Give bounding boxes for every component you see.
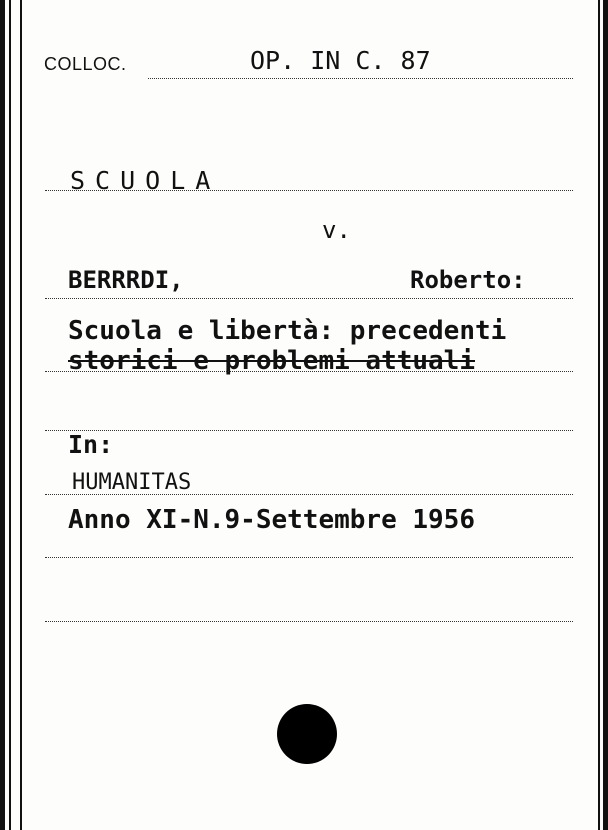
card-edge-left-inner [9,0,11,830]
rule-blank [45,430,573,431]
card-edge-right [603,0,608,830]
subject-heading: SCUOLA [70,166,221,195]
title-line-2: storici e problemi attuali [68,346,475,376]
rule-journal [45,494,573,495]
punch-hole [277,704,337,764]
rule-subject [45,190,573,191]
rule-colloc [148,78,573,79]
rule-author [45,298,573,299]
rule-issue [45,557,573,558]
shelf-mark: OP. IN C. 87 [250,46,431,75]
issue-details: Anno XI-N.9-Settembre 1956 [68,505,475,535]
title-line-1: Scuola e libertà: precedenti [68,316,507,346]
rule-title [45,371,573,372]
author-surname: BERRRDI, [68,266,184,294]
in-label: In: [68,430,114,459]
card-edge-right-inner [598,0,600,830]
rule-bottom [45,621,573,622]
journal-name: HUMANITAS [72,470,192,495]
colloc-label: COLLOC. [44,54,127,74]
see-reference: v. [322,216,351,244]
card-edge-left-line [20,0,22,830]
author-first-name: Roberto: [410,266,526,294]
card-edge-left [0,0,5,830]
